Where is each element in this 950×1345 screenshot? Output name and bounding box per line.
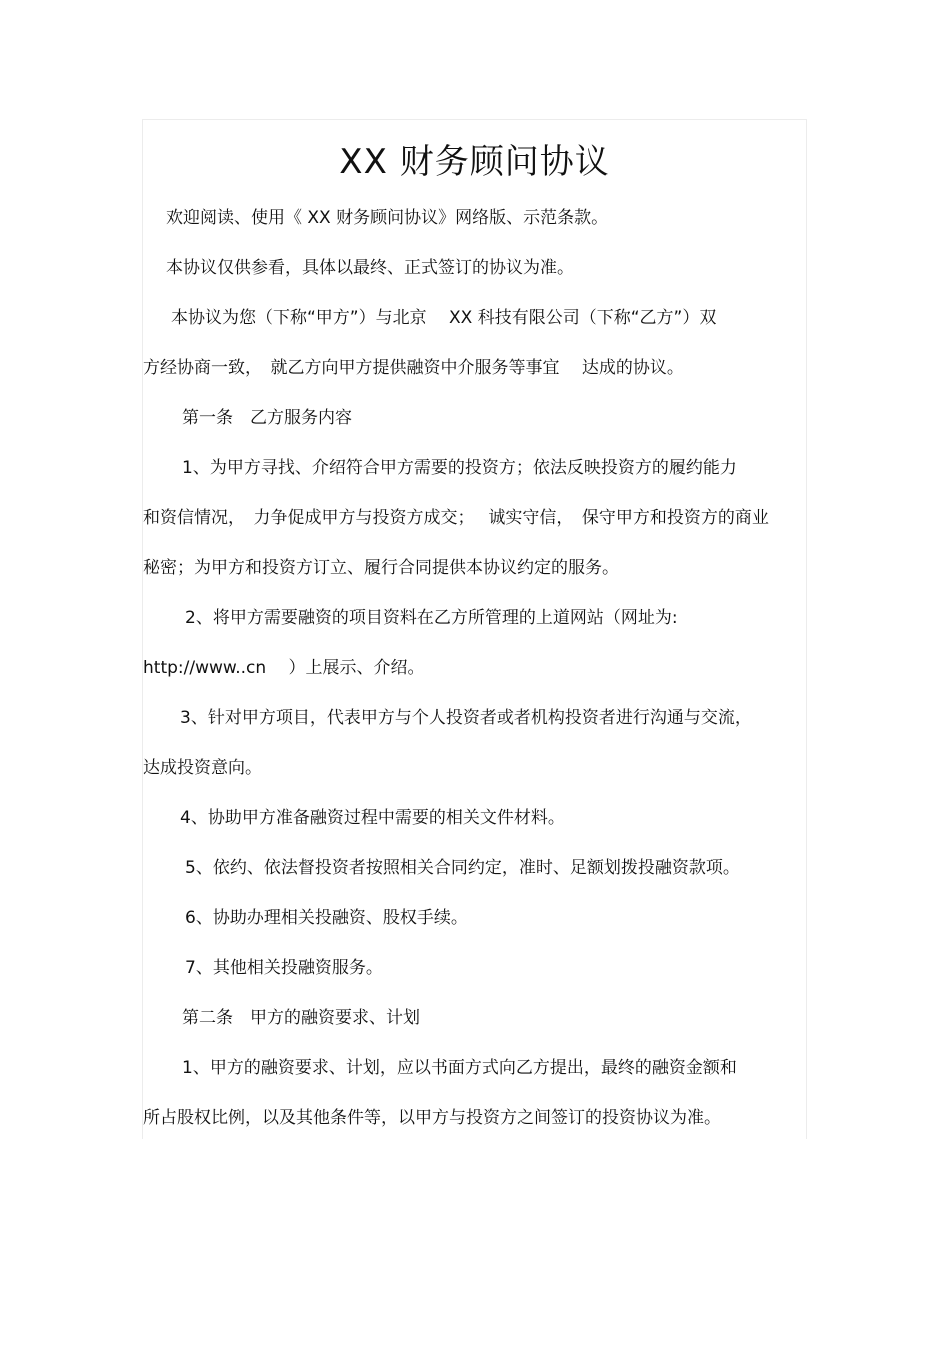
paragraph-line: 1、为甲方寻找、介绍符合甲方需要的投资方；依法反映投资方的履约能力 <box>182 458 737 478</box>
paragraph-line: 欢迎阅读、使用《 XX 财务顾问协议》网络版、示范条款。 <box>166 208 609 228</box>
paragraph-line: 和资信情况， 力争促成甲方与投资方成交； 诚实守信， 保守甲方和投资方的商业 <box>143 508 769 528</box>
paragraph-line: 所占股权比例，以及其他条件等，以甲方与投资方之间签订的投资协议为准。 <box>143 1108 721 1128</box>
paragraph-line: 1、甲方的融资要求、计划，应以书面方式向乙方提出，最终的融资金额和 <box>182 1058 737 1078</box>
paragraph-line: 7、其他相关投融资服务。 <box>185 958 383 978</box>
paragraph-line: 秘密；为甲方和投资方订立、履行合同提供本协议约定的服务。 <box>143 558 619 578</box>
section-heading: 第二条 甲方的融资要求、计划 <box>182 1008 420 1028</box>
paragraph-line: 方经协商一致， 就乙方向甲方提供融资中介服务等事宜 达成的协议。 <box>143 358 684 378</box>
paragraph-line: 5、依约、依法督投资者按照相关合同约定，准时、足额划拨投融资款项。 <box>185 858 740 878</box>
paragraph-line: 4、协助甲方准备融资过程中需要的相关文件材料。 <box>180 808 565 828</box>
paragraph-line: 2、将甲方需要融资的项目资料在乙方所管理的上道网站（网址为: <box>185 608 678 628</box>
paragraph-line: 达成投资意向。 <box>143 758 262 778</box>
paragraph-line: 本协议仅供参看，具体以最终、正式签订的协议为准。 <box>166 258 574 278</box>
paragraph-line: 3、针对甲方项目，代表甲方与个人投资者或者机构投资者进行沟通与交流， <box>180 708 752 728</box>
paragraph-line: 6、协助办理相关投融资、股权手续。 <box>185 908 468 928</box>
section-heading: 第一条 乙方服务内容 <box>182 408 352 428</box>
document-title: XX 财务顾问协议 <box>339 142 610 182</box>
paragraph-line: http://www..cn ）上展示、介绍。 <box>143 658 425 678</box>
paragraph-line: 本协议为您（下称“甲方”）与北京 XX 科技有限公司（下称“乙方”）双 <box>171 308 717 328</box>
